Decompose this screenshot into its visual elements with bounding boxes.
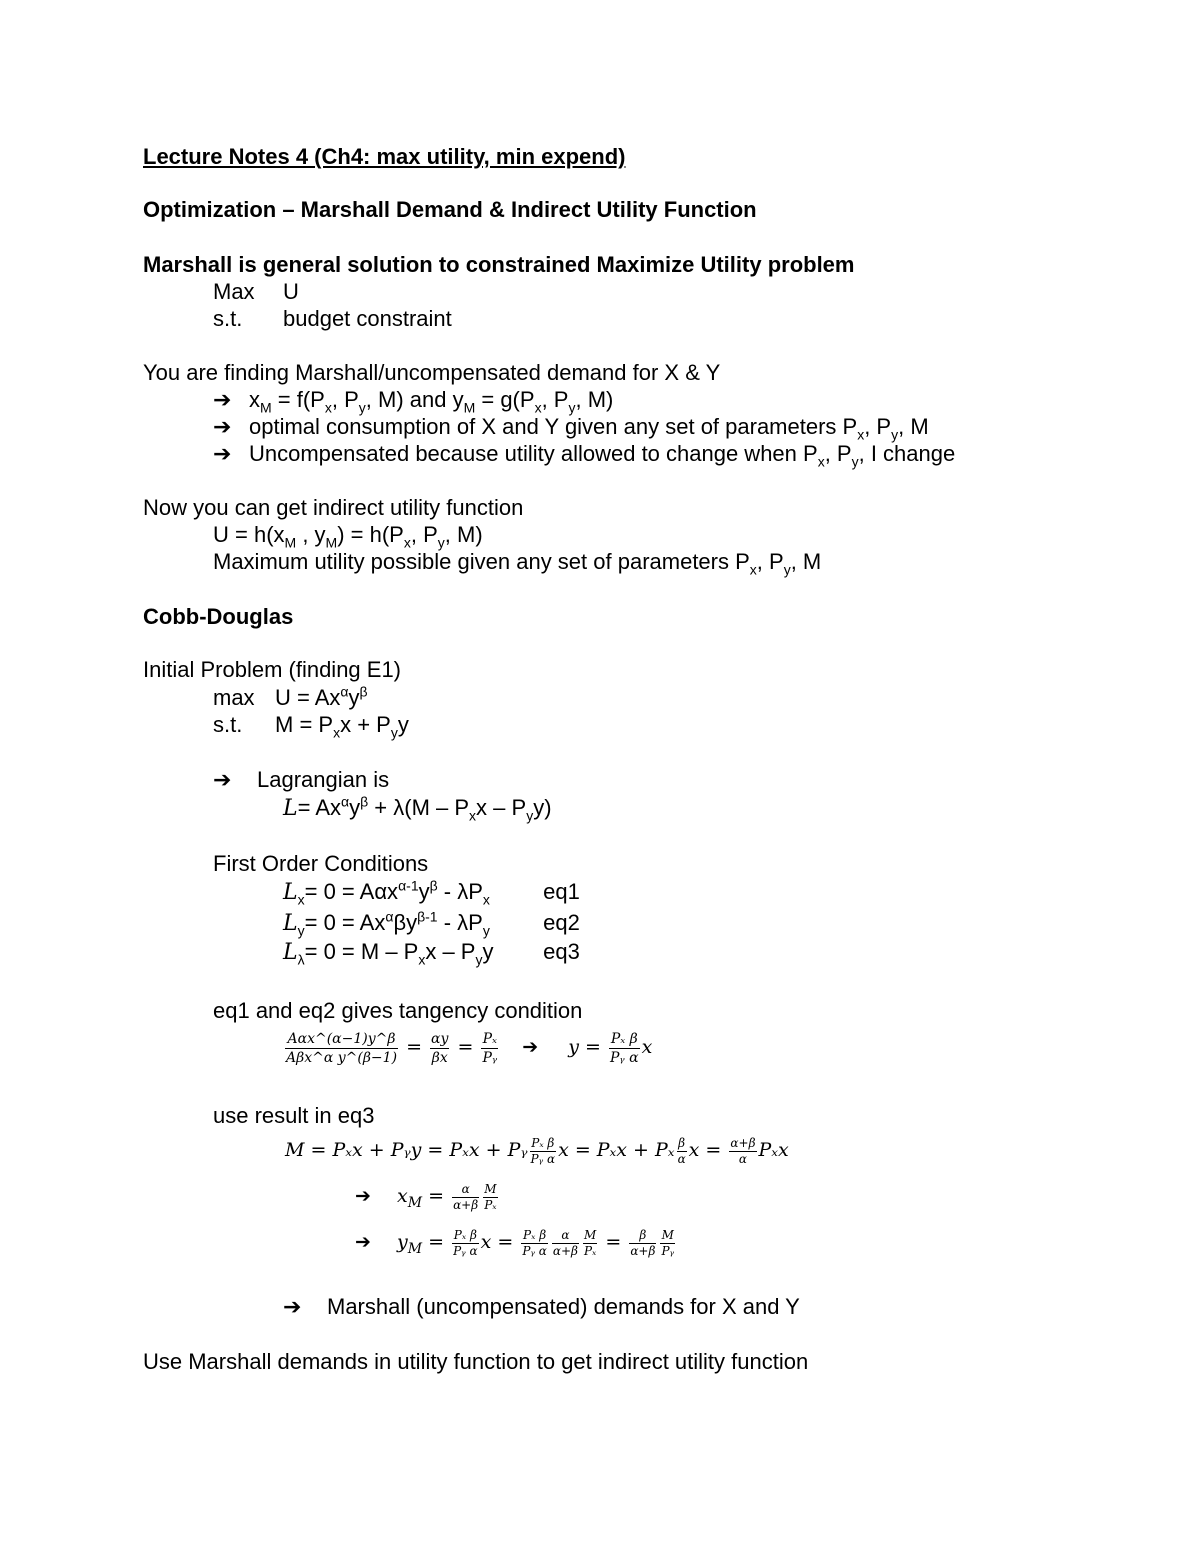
arrow-icon: ➔ xyxy=(283,1294,302,1319)
foc-label: First Order Conditions xyxy=(213,851,429,876)
section-heading-marshall: Marshall is general solution to constrained Maximize Utility problem xyxy=(143,252,855,277)
lagrangian-equation: $L= Ax^\alpha y^\beta + \lambda(M - P_xx - P_yy)$ xyxy=(283,793,552,824)
xm-equation: ➔ $x_M$ = $\frac{\alpha}{\alpha+\beta}$ $\frac{M}{\text{Pₓ}}$ xyxy=(355,1174,500,1219)
bullet-optimal-consumption: ➔ optimal consumption of X and Y given any set of parameters $P_x$, $P_y$, M xyxy=(213,414,929,443)
arrow-icon: ➔ xyxy=(355,1186,371,1207)
equation-tag: eq3 xyxy=(543,939,580,964)
bullet-uncompensated: ➔ Uncompensated because utility allowed to change when $P_x$, $P_y$, I change xyxy=(213,441,956,470)
foc-eq2: $L_y= 0 = Ax^\alpha\beta y^{\beta-1} - \lambda P_y$ eq2 xyxy=(283,908,580,939)
bullet-demand-functions: ➔ $x_M = f(P_x$, $P_y$, M) and $y_M = g(P_x$, $P_y$, M) xyxy=(213,387,614,416)
arrow-icon: ➔ xyxy=(213,441,232,466)
indirect-equation: $U = h(x_M$ , $y_M) = h(P_x$, $P_y$, M) xyxy=(213,522,483,551)
initial-problem-line: Initial Problem (finding E1) xyxy=(143,657,402,682)
st-value: budget constraint xyxy=(283,306,452,331)
equation-tag: eq2 xyxy=(543,910,580,935)
marshall-conclusion: ➔ Marshall (uncompensated) demands for X and Y xyxy=(283,1294,800,1319)
page-title: Lecture Notes 4 (Ch4: max utility, min expend) xyxy=(143,144,626,169)
ym-equation: ➔ $y_M$ = $\frac{\text{Pₓ β}}{\text{Pᵧ α}}$ x = $\frac{\text{Pₓ β}}{\text{Pᵧ α}}$ $\frac{\alpha}{\alpha+\beta}$ $\frac{M}{\text{Pₓ}}$ = $\frac{\beta}{\alpha+\beta}$ $\frac{M}{\text{Pᵧ}}$ xyxy=(355,1220,677,1265)
max-label: Max xyxy=(213,279,255,304)
max-value: U xyxy=(283,279,299,304)
arrow-icon: ➔ xyxy=(213,387,232,412)
indirect-description: Maximum utility possible given any set of parameters $P_x$, $P_y$, M xyxy=(213,549,822,578)
arrow-icon: ➔ xyxy=(522,1037,539,1058)
equation-tag: eq1 xyxy=(543,879,580,904)
final-line: Use Marshall demands in utility function to get indirect utility function xyxy=(143,1349,809,1374)
section-heading-cobb-douglas: Cobb-Douglas xyxy=(143,604,294,629)
lagrangian-symbol: L xyxy=(283,796,298,821)
tangency-equation: Aαx^(α−1)y^β Aβx^α y^(β−1) = $\frac{\alpha y}{\beta x}$ = $\frac{\text{Pₓ}}{\text{Pᵧ}}$ ➔ y = $\frac{\text{Pₓ β}}{\text{Pᵧ α}}$ x xyxy=(283,1025,652,1070)
m-equation: M = Pₓx + Pᵧy = Pₓx + Pᵧ $\frac{\text{Pₓ β}}{\text{Pᵧ α}}$ x = Pₓx + Pₓ $\frac{\beta}{\alpha}$ x = $\frac{\alpha+\beta}{\alpha}$ Pₓx xyxy=(285,1135,789,1166)
foc-eq1: $L_x= 0 = A\alpha x^{\alpha-1}y^\beta - \lambda P_x$ eq1 xyxy=(283,877,580,908)
section-heading-optimization: Optimization – Marshall Demand & Indirect Utility Function xyxy=(143,197,757,222)
max-line xyxy=(213,279,299,305)
budget-constraint-line: s.t. $M = P_xx + P_yy$ xyxy=(213,712,409,741)
arrow-icon: ➔ xyxy=(355,1232,371,1253)
indirect-intro: Now you can get indirect utility function xyxy=(143,495,524,520)
finding-line: You are finding Marshall/uncompensated demand for X & Y xyxy=(143,360,721,385)
lagrangian-label-line: ➔ Lagrangian is xyxy=(213,767,390,792)
use-result-label: use result in eq3 xyxy=(213,1103,375,1128)
arrow-icon: ➔ xyxy=(213,414,232,439)
st-line xyxy=(213,306,452,332)
arrow-icon: ➔ xyxy=(213,767,232,792)
tangency-label: eq1 and eq2 gives tangency condition xyxy=(213,998,583,1023)
st-label: s.t. xyxy=(213,306,243,331)
foc-eq3: $L_\lambda= 0 = M - P_xx - P_yy$ eq3 xyxy=(283,939,580,968)
max-utility-line: $\max U = Ax^\alpha y^\beta$ xyxy=(213,683,368,710)
